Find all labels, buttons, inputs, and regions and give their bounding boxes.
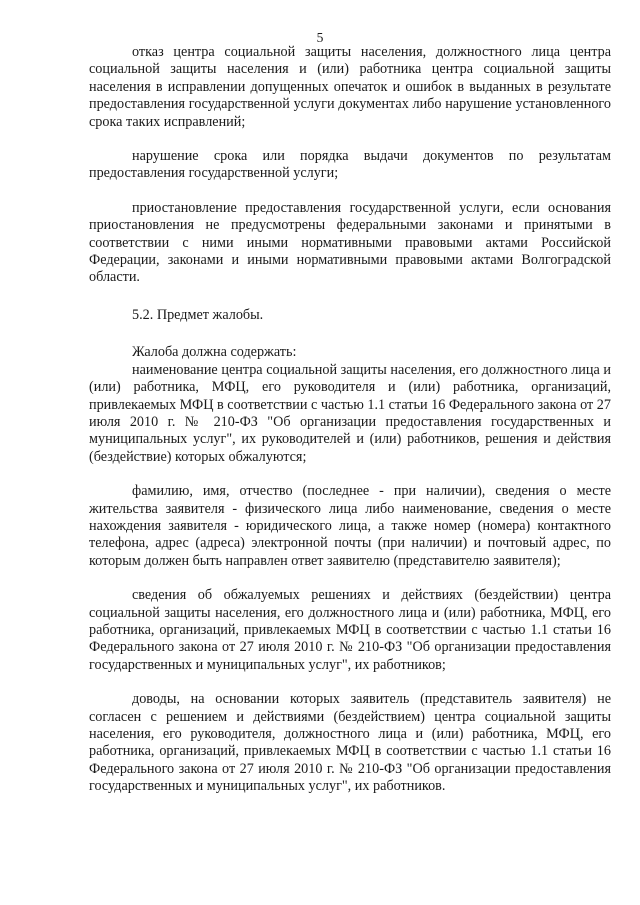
paragraph-item-appealed-decisions: сведения об обжалуемых решениях и действиях (бездействии) центра социальной защиты населения, его должностного лица и (или) работника, МФЦ, его работника, организаций, привлекаемых МФЦ в соответствии с частью 1.1 статьи 16 Федерального закона от 27 июля 2010 г. № 210-ФЗ "Об организации предоставления государственных и муниципальных услуг", их работников; xyxy=(89,587,611,673)
document-body xyxy=(89,44,611,796)
paragraph-deadline-violation: нарушение срока или порядка выдачи документов по результатам предоставления государственной услуги; xyxy=(89,148,611,182)
paragraph-suspension: приостановление предоставления государственной услуги, если основания приостановления не предусмотрены федеральными законами и принятыми в соответствии с ними иными нормативными правовыми актами Российской Федерации, законами и иными нормативными правовыми актами Волгоградской области. xyxy=(89,199,611,286)
paragraph-item-applicant-info: фамилию, имя, отчество (последнее - при наличии), сведения о месте жительства заявителя - физического лица либо наименование, сведения о месте нахождения заявителя - юридического лица, а также номер (номера) контактного телефона, адрес (адреса) электронной почты (при наличии) и почтовый адрес, по которым должен быть направлен ответ заявителю (представителю заявителя); xyxy=(89,483,611,569)
paragraph-refusal-correction: отказ центра социальной защиты населения, должностного лица центра социальной защиты населения и (или) работника центра социальной защиты населения в исправлении допущенных опечаток и ошибок в выданных в результате предоставления государственной услуги документах либо нарушение установленного срока таких исправлений; xyxy=(89,44,611,130)
section-heading-5-2: 5.2. Предмет жалобы. xyxy=(132,306,264,323)
paragraph-item-name: наименование центра социальной защиты населения, его должностного лица и (или) работника, МФЦ, его руководителя и (или) работника, организаций, привлекаемых МФЦ в соответствии с частью 1.1 статьи 16 Федерального закона от 27 июля 2010 г. № 210-ФЗ "Об организации предоставления государственных и муниципальных услуг", их руководителей и (или) работников, решения и действия (бездействие) которых обжалуются; xyxy=(89,361,611,465)
page-number: 5 xyxy=(316,30,324,45)
paragraph-complaint-contents-intro: Жалоба должна содержать: xyxy=(132,344,297,361)
paragraph-item-arguments: доводы, на основании которых заявитель (представитель заявителя) не согласен с решением и действиями (бездействием) центра социальной защиты населения, его руководителя, должностного лица и (или) работника, МФЦ, его работника, организаций, привлекаемых МФЦ в соответствии с частью 1.1 статьи 16 Федерального закона от 27 июля 2010 г. № 210-ФЗ "Об организации предоставления государственных и муниципальных услуг", их работников. xyxy=(89,691,611,795)
